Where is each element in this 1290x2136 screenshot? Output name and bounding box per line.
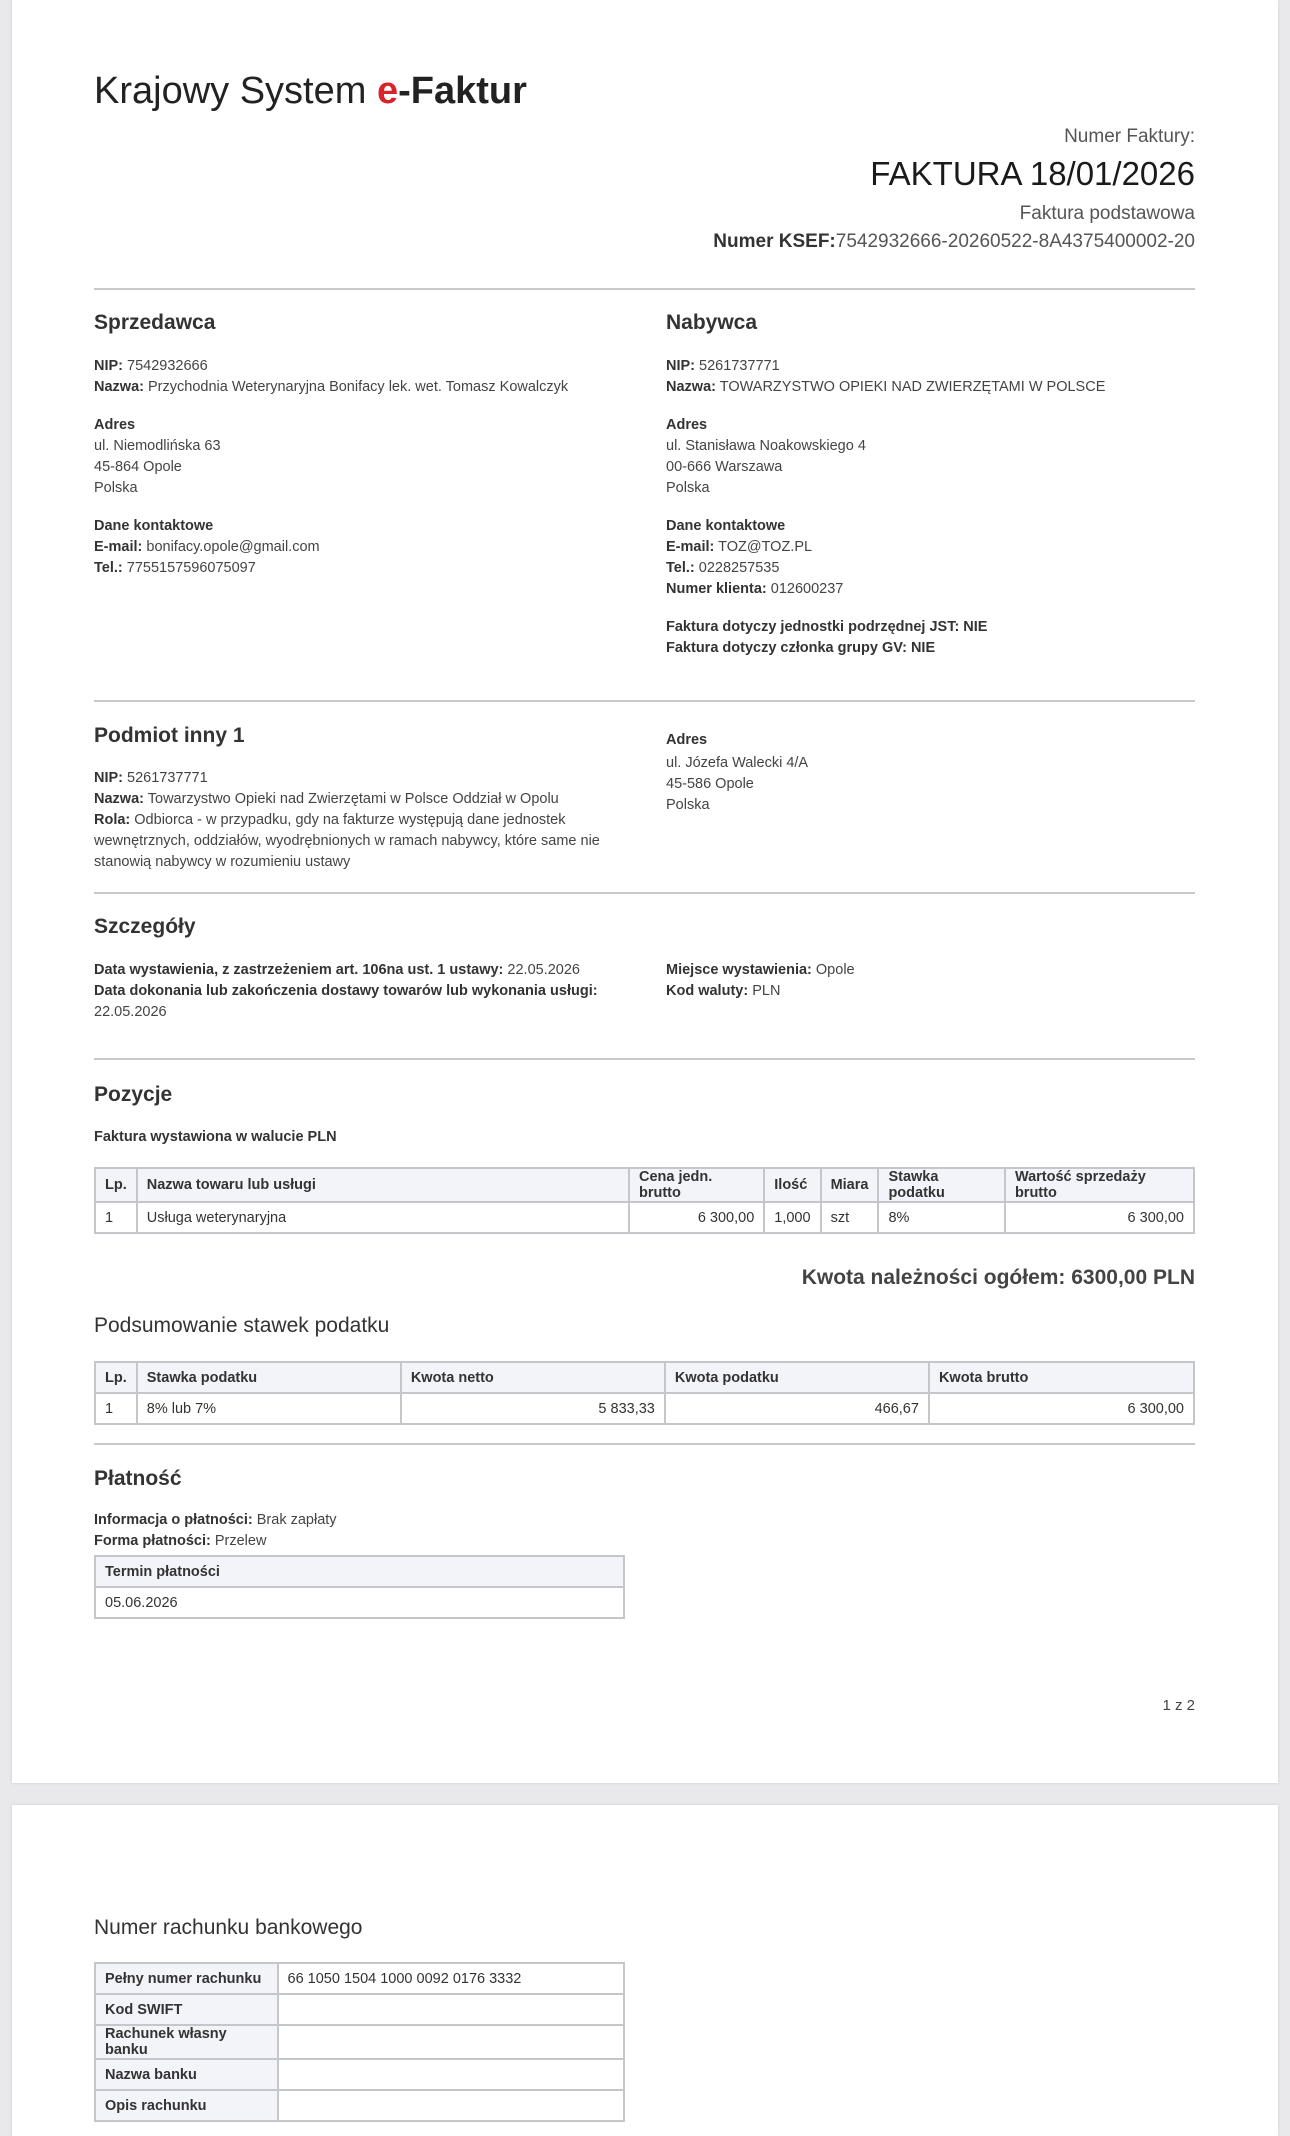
payment-title: Płatność — [94, 1467, 182, 1490]
invoice-type: Faktura podstawowa — [1019, 203, 1195, 224]
invoice-page-1 — [12, 0, 1278, 1783]
invoice-header — [713, 126, 1195, 254]
total-due: Kwota należności ogółem: 6300,00 PLN — [801, 1266, 1195, 1289]
seller-block: NIP: 7542932666 Nazwa: Przychodnia Weterynaryjna Bonifacy lek. wet. Tomasz Kowalczyk Adres ul. Niemodlińska 63 45-864 Opole Polska Dane kontaktowe E-mail: bonifacy.opole@gmail.com Tel.: 7755157596075097 — [94, 358, 569, 576]
table-row: 1 Usługa weterynaryjna 6 300,00 1,000 szt 8% 6 300,00 — [95, 1202, 1194, 1233]
payment-due-table: Termin płatności 05.06.2026 — [94, 1555, 625, 1619]
table-row: 1 8% lub 7% 5 833,33 466,67 6 300,00 — [95, 1393, 1194, 1424]
page-number: 1 z 2 — [1162, 1697, 1195, 1714]
other-subject-address: Adres ul. Józefa Walecki 4/A 45-586 Opole Polska — [666, 732, 809, 813]
invoice-number: FAKTURA 18/01/2026 — [870, 155, 1195, 192]
table-row: Nazwa banku — [95, 2059, 624, 2090]
tax-summary-title: Podsumowanie stawek podatku — [94, 1314, 390, 1337]
tax-summary-table — [94, 1361, 1195, 1425]
invoice-number-label: Numer Faktury: — [1064, 126, 1195, 147]
positions-title: Pozycje — [94, 1083, 173, 1106]
divider — [94, 892, 1195, 894]
divider — [94, 700, 1195, 702]
table-row: Rachunek własny banku — [95, 2025, 624, 2059]
other-subject-block: NIP: 5261737771 Nazwa: Towarzystwo Opieki nad Zwierzętami w Polsce Oddział w Opolu Rola: Odbiorca - w przypadku, gdy na fakturze występują dane jednostek wewnętrznych, oddziałów, wyodrębnionych w ramach nabywcy, które same nie stanowią nabywcy w rozumieniu ustawy — [94, 770, 600, 870]
divider — [94, 1058, 1195, 1060]
table-row: Pełny numer rachunku 66 1050 1504 1000 0092 0176 3332 — [95, 1963, 624, 1994]
table-header-row: Lp. Nazwa towaru lub usługi Cena jedn. brutto Ilość Miara Stawka podatku Wartość sprzedaży brutto — [95, 1168, 1194, 1202]
ksef-logo: Krajowy System e-Faktur — [94, 70, 527, 112]
table-header-row: Lp. Stawka podatku Kwota netto Kwota podatku Kwota brutto — [95, 1362, 1194, 1393]
details-title: Szczegóły — [94, 915, 196, 938]
buyer-title: Nabywca — [666, 311, 758, 334]
table-row: 05.06.2026 — [95, 1587, 624, 1618]
invoice-page-2 — [12, 1805, 1278, 2136]
payment-info: Informacja o płatności: Brak zapłaty Forma płatności: Przelew — [94, 1512, 337, 1549]
table-row: Kod SWIFT — [95, 1994, 624, 2025]
positions-note: Faktura wystawiona w walucie PLN — [94, 1129, 337, 1145]
divider — [94, 288, 1195, 290]
table-row: Opis rachunku — [95, 2090, 624, 2121]
bank-account-title: Numer rachunku bankowego — [94, 1916, 363, 1939]
ksef-number: Numer KSEF:7542932666-20260522-8A4375400002-20 — [713, 231, 1195, 252]
seller-title: Sprzedawca — [94, 311, 216, 334]
bank-account-table — [94, 1962, 625, 2122]
buyer-block: NIP: 5261737771 Nazwa: TOWARZYSTWO OPIEKI NAD ZWIERZĘTAMI W POLSCE Adres ul. Stanisława Noakowskiego 4 00-666 Warszawa Polska Dane kontaktowe E-mail: TOZ@TOZ.PL Tel.: 0228257535 Numer klienta: 012600237 Faktura dotyczy jednostki podrzędnej JST: NIE Faktura dotyczy członka grupy GV: NIE — [666, 358, 1106, 656]
divider — [94, 1443, 1195, 1445]
other-subject-title: Podmiot inny 1 — [94, 724, 245, 747]
positions-table — [94, 1167, 1195, 1234]
details-dates: Data wystawienia, z zastrzeżeniem art. 106na ust. 1 ustawy: 22.05.2026 Data dokonania lub zakończenia dostawy towarów lub wykonania usługi: 22.05.2026 — [94, 962, 598, 1020]
details-place: Miejsce wystawienia: Opole Kod waluty: PLN — [666, 962, 855, 999]
